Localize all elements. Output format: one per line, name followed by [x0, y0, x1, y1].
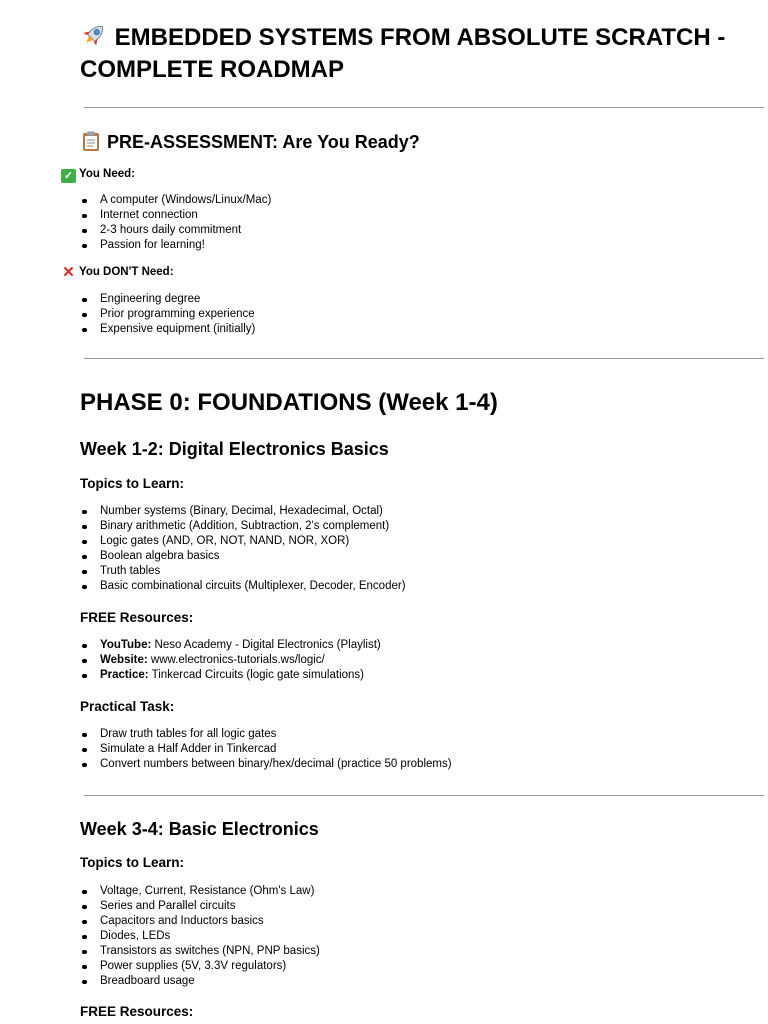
- list-item: Passion for learning!: [80, 238, 271, 253]
- list-item: [80, 638, 381, 653]
- list-item: Capacitors and Inductors basics: [80, 914, 320, 929]
- list-item: A computer (Windows/Linux/Mac): [80, 193, 271, 208]
- list-item: Simulate a Half Adder in Tinkercad: [80, 742, 452, 757]
- week-1-2-heading: Week 1-2: Digital Electronics Basics: [80, 439, 389, 459]
- list-item: Basic combinational circuits (Multiplexer, Decoder, Encoder): [80, 579, 406, 594]
- you-need-label: ✓ You Need:: [61, 166, 135, 183]
- list-item: Transistors as switches (NPN, PNP basics): [80, 944, 320, 959]
- list-item: Voltage, Current, Resistance (Ohm's Law): [80, 884, 320, 899]
- list-item: Series and Parallel circuits: [80, 899, 320, 914]
- page-title: [80, 22, 760, 86]
- resource-label: Practice:: [100, 669, 149, 681]
- you-dont-need-label: ✕ You DON'T Need:: [62, 264, 174, 281]
- list-item: Diodes, LEDs: [80, 929, 320, 944]
- week-3-4-heading: Week 3-4: Basic Electronics: [80, 819, 319, 839]
- list-item: Boolean algebra basics: [80, 549, 406, 564]
- list-item: Number systems (Binary, Decimal, Hexadecimal, Octal): [80, 504, 406, 519]
- check-mark-icon: ✓: [61, 169, 76, 183]
- practical-task-heading: Practical Task:: [80, 699, 175, 714]
- list-item: Logic gates (AND, OR, NOT, NAND, NOR, XOR): [80, 534, 406, 549]
- resources-heading: FREE Resources:: [80, 610, 194, 625]
- list-item: Draw truth tables for all logic gates: [80, 727, 452, 742]
- cross-mark-icon: ✕: [62, 264, 75, 281]
- resource-label: Website:: [100, 654, 148, 666]
- resource-text: www.electronics-tutorials.ws/logic/: [150, 654, 325, 666]
- list-item: Binary arithmetic (Addition, Subtraction, 2's complement): [80, 519, 406, 534]
- resources-heading: FREE Resources:: [80, 1004, 194, 1019]
- divider: [84, 795, 764, 796]
- list-item: 2-3 hours daily commitment: [80, 223, 271, 238]
- resource-text: Neso Academy - Digital Electronics (Playlist): [154, 639, 381, 651]
- list-item: [80, 668, 381, 683]
- you-dont-need-list: [80, 292, 255, 337]
- list-item: Truth tables: [80, 564, 406, 579]
- list-item: Expensive equipment (initially): [80, 322, 255, 337]
- divider: [84, 358, 764, 359]
- resource-text: Tinkercad Circuits (logic gate simulations): [151, 669, 364, 681]
- list-item: Power supplies (5V, 3.3V regulators): [80, 959, 320, 974]
- page-title-text: EMBEDDED SYSTEMS FROM ABSOLUTE SCRATCH - COMPLETE ROADMAP: [80, 24, 726, 83]
- divider: [84, 107, 764, 108]
- you-need-list: [80, 193, 271, 253]
- list-item: Engineering degree: [80, 292, 255, 307]
- resource-label: YouTube:: [100, 639, 152, 651]
- list-item: Breadboard usage: [80, 974, 320, 989]
- resources-list: [80, 638, 381, 683]
- rocket-icon: [80, 24, 115, 51]
- topics-heading: Topics to Learn:: [80, 855, 185, 870]
- topics-list: [80, 884, 320, 989]
- list-item: Convert numbers between binary/hex/decimal (practice 50 problems): [80, 757, 452, 772]
- list-item: Internet connection: [80, 208, 271, 223]
- pre-assessment-heading: [80, 130, 420, 154]
- tasks-list: [80, 727, 452, 772]
- clipboard-icon: [80, 132, 107, 152]
- topics-list: [80, 504, 406, 594]
- pre-assessment-heading-text: PRE-ASSESSMENT: Are You Ready?: [107, 132, 420, 152]
- list-item: Prior programming experience: [80, 307, 255, 322]
- phase-heading: PHASE 0: FOUNDATIONS (Week 1-4): [80, 389, 498, 416]
- topics-heading: Topics to Learn:: [80, 476, 185, 491]
- list-item: [80, 653, 381, 668]
